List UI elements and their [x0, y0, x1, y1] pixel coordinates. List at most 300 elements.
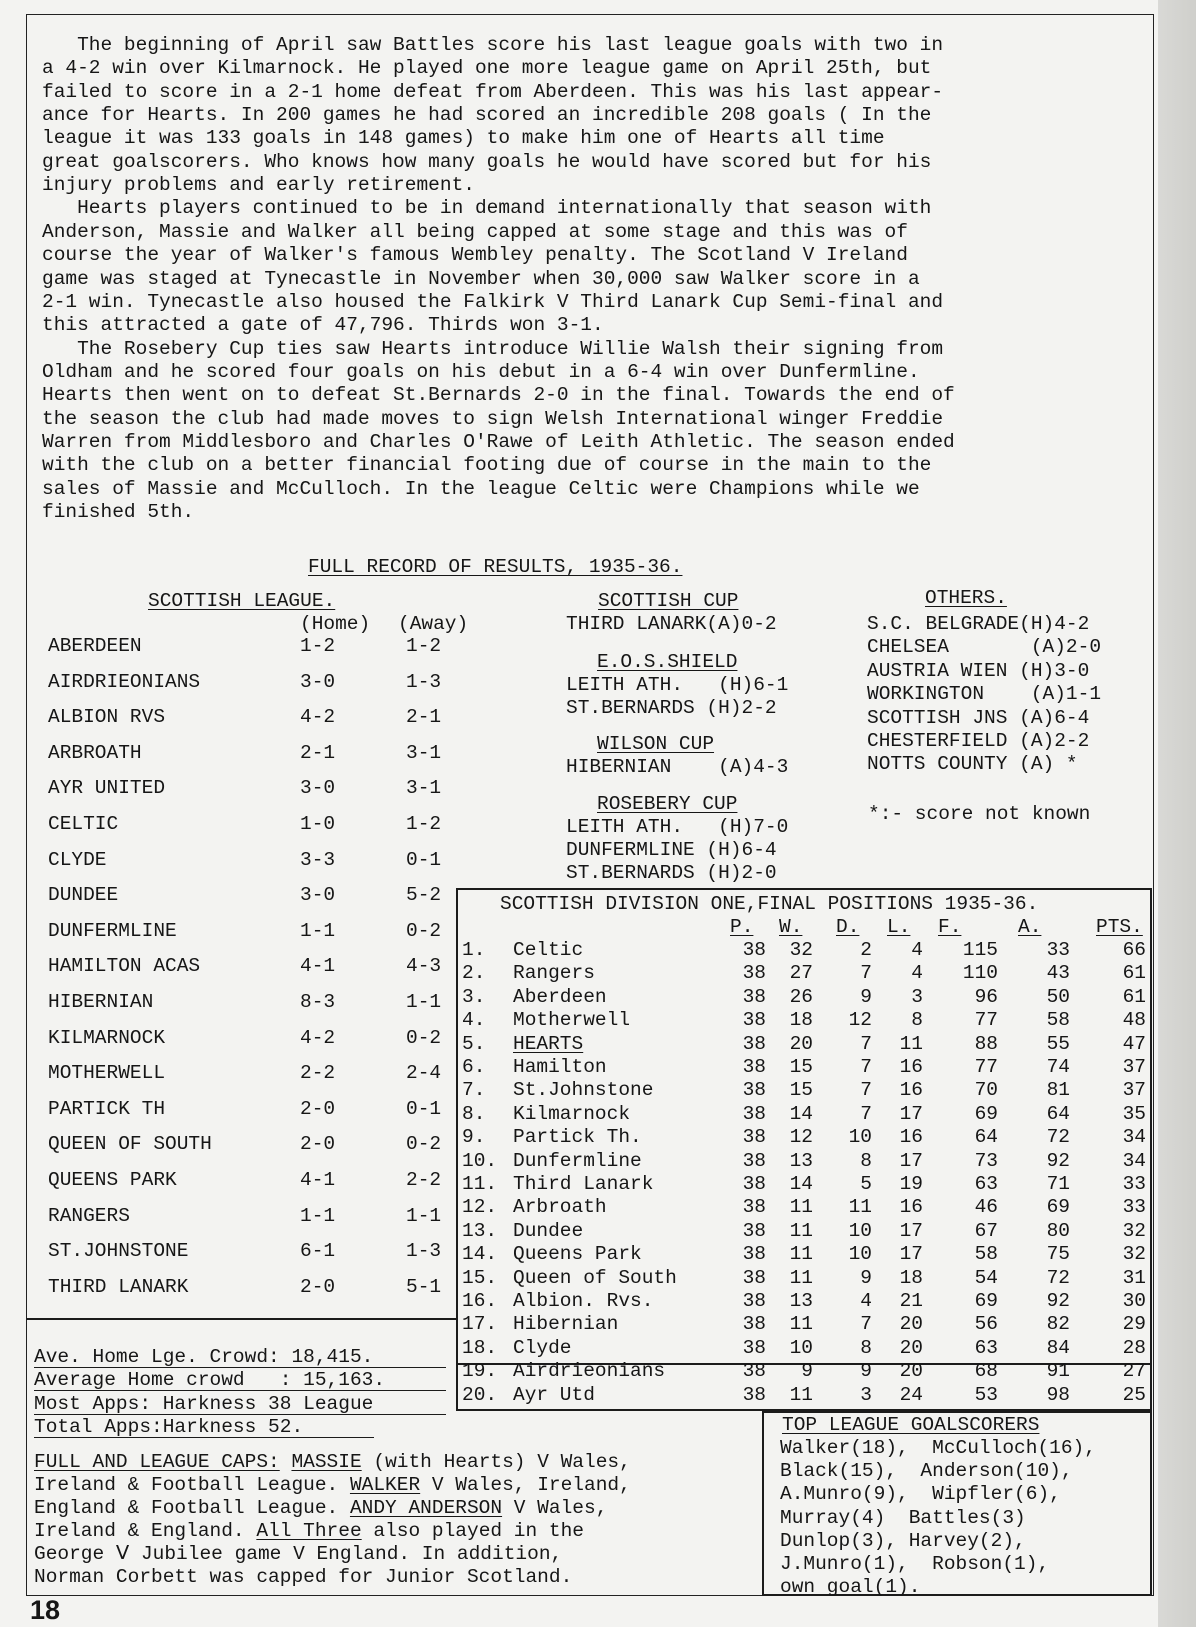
table-d: 7: [860, 1032, 872, 1055]
table-pts: 33: [1122, 1173, 1146, 1195]
league-away-score: 2-2: [406, 1169, 442, 1191]
cup-heading: WILSON CUP: [597, 733, 715, 755]
table-pts: 35: [1122, 1102, 1146, 1125]
scorer-line: A.Munro(9), Wipfler(6),: [780, 1483, 1061, 1506]
table-team: Hamilton: [513, 1056, 607, 1078]
table-p: 38: [742, 962, 766, 985]
stat-underline: [34, 1437, 374, 1438]
cup-result: LEITH ATH. (H)6-1: [566, 674, 789, 696]
table-w: 13: [789, 1290, 813, 1312]
league-away-score: 2-1: [406, 706, 442, 729]
league-away-score: 3-1: [406, 777, 442, 800]
page-edge: [1158, 0, 1196, 1627]
paragraph-line: with the club on a better financial footing due of course in the main to the: [42, 454, 932, 477]
league-home-score: 4-2: [300, 1026, 336, 1049]
cup-heading: SCOTTISH CUP: [598, 590, 739, 612]
table-pts: 30: [1122, 1290, 1146, 1312]
table-l: 4: [911, 962, 923, 985]
table-w: 26: [789, 985, 813, 1008]
table-d: 8: [860, 1336, 872, 1359]
table-position: 10.: [462, 1149, 498, 1172]
table-w: 14: [789, 1102, 813, 1125]
table-w: 15: [789, 1079, 813, 1102]
table-l: 19: [899, 1173, 923, 1195]
table-p: 38: [742, 1149, 766, 1172]
table-d: 12: [848, 1009, 872, 1032]
table-d: 9: [860, 985, 872, 1008]
table-pts: 61: [1122, 985, 1146, 1008]
table-team: St.Johnstone: [513, 1079, 654, 1102]
table-a: 50: [1046, 985, 1070, 1008]
table-team: Queens Park: [513, 1243, 642, 1266]
table-d: 7: [860, 1056, 872, 1078]
other-result: AUSTRIA WIEN (H)3-0: [867, 659, 1090, 682]
table-header: D.: [836, 916, 860, 938]
league-away-score: 0-2: [406, 919, 442, 942]
league-team: ABERDEEN: [48, 635, 142, 657]
record-title: FULL RECORD OF RESULTS, 1935-36.: [308, 556, 683, 578]
table-position: 16.: [462, 1290, 498, 1312]
table-w: 13: [789, 1149, 813, 1172]
stat-line: Average Home crowd : 15,163.: [34, 1369, 386, 1392]
table-f: 70: [974, 1079, 998, 1102]
table-position: 1.: [462, 939, 486, 961]
table-position: 18.: [462, 1336, 498, 1359]
caps-line-4: Ireland & England. All Three also played in the: [34, 1520, 585, 1542]
table-l: 21: [899, 1290, 923, 1312]
table-pts: 66: [1122, 939, 1146, 961]
table-w: 14: [789, 1173, 813, 1195]
other-result: SCOTTISH JNS (A)6-4: [867, 706, 1090, 729]
league-home-score: 3-0: [300, 884, 336, 907]
table-p: 38: [742, 1336, 766, 1359]
league-home-score: 2-2: [300, 1062, 336, 1085]
table-w: 11: [789, 1219, 813, 1242]
table-w: 11: [789, 1243, 813, 1266]
table-a: 33: [1046, 939, 1070, 961]
table-position: 15.: [462, 1266, 498, 1289]
cup-result: ST.BERNARDS (H)2-2: [566, 697, 777, 719]
table-l: 20: [899, 1313, 923, 1336]
table-w: 20: [789, 1032, 813, 1055]
league-team: PARTICK TH: [48, 1097, 166, 1120]
table-w: 10: [789, 1336, 813, 1359]
table-header: W.: [779, 916, 803, 938]
table-d: 10: [848, 1219, 872, 1242]
table-pts: 47: [1122, 1032, 1146, 1055]
paragraph-line: Hearts players continued to be in demand internationally that season with: [42, 197, 932, 220]
others-note: *:- score not known: [868, 803, 1091, 825]
table-p: 38: [742, 939, 766, 961]
paragraph-line: injury problems and early retirement.: [42, 174, 475, 197]
table-d: 7: [860, 1079, 872, 1102]
league-home-score: 4-1: [300, 955, 336, 978]
league-team: KILMARNOCK: [48, 1026, 166, 1049]
table-f: 63: [974, 1336, 998, 1359]
away-label: (Away): [398, 613, 469, 635]
league-away-score: 1-1: [406, 991, 442, 1013]
table-pts: 37: [1122, 1056, 1146, 1078]
table-w: 11: [789, 1266, 813, 1289]
table-position: 17.: [462, 1313, 498, 1336]
league-away-score: 4-3: [406, 955, 442, 978]
table-f: 69: [974, 1290, 998, 1312]
paragraph-line: Oldham and he scored four goals on his debut in a 6-4 win over Dunfermline.: [42, 360, 920, 383]
table-l: 3: [911, 985, 923, 1008]
table-pts: 34: [1122, 1126, 1146, 1149]
caps-line-6: Norman Corbett was capped for Junior Scotland.: [34, 1566, 573, 1588]
table-a: 69: [1046, 1196, 1070, 1219]
scorers-heading: TOP LEAGUE GOALSCORERS: [782, 1414, 1040, 1436]
cup-result: HIBERNIAN (A)4-3: [566, 756, 789, 778]
table-position: 9.: [462, 1126, 486, 1149]
league-away-score: 0-1: [406, 1097, 442, 1120]
table-d: 9: [860, 1360, 872, 1383]
paragraph-line: Hearts then went on to defeat St.Bernards 2-0 in the final. Towards the end of: [42, 384, 955, 407]
table-team: Queen of South: [513, 1266, 677, 1289]
table-pts: 28: [1122, 1336, 1146, 1359]
table-a: 72: [1046, 1126, 1070, 1149]
table-p: 38: [742, 985, 766, 1008]
table-d: 7: [860, 1102, 872, 1125]
stat-underline: [34, 1367, 446, 1368]
table-team: Ayr Utd: [513, 1383, 595, 1406]
league-away-score: 1-2: [406, 635, 442, 657]
table-position: 7.: [462, 1079, 486, 1102]
table-header: L.: [887, 916, 911, 938]
caps-line-3: England & Football League. ANDY ANDERSON V Wales,: [34, 1497, 608, 1519]
table-pts: 61: [1122, 962, 1146, 985]
table-l: 16: [899, 1079, 923, 1102]
table-header: F.: [938, 916, 962, 938]
league-away-score: 1-3: [406, 670, 442, 693]
league-team: CLYDE: [48, 848, 107, 871]
table-team: Kilmarnock: [513, 1102, 631, 1125]
table-l: 8: [911, 1009, 923, 1032]
league-team: DUNFERMLINE: [48, 919, 177, 942]
table-a: 58: [1046, 1009, 1070, 1032]
table-a: 43: [1046, 962, 1070, 985]
table-pts: 27: [1122, 1360, 1146, 1383]
table-a: 80: [1046, 1219, 1070, 1242]
table-l: 24: [899, 1383, 923, 1406]
table-header: A.: [1018, 916, 1042, 938]
table-a: 91: [1046, 1360, 1070, 1383]
table-position: 11.: [462, 1173, 498, 1195]
table-position: 5.: [462, 1032, 486, 1055]
table-a: 75: [1046, 1243, 1070, 1266]
table-w: 9: [801, 1360, 813, 1383]
table-p: 38: [742, 1266, 766, 1289]
caps-line-1: FULL AND LEAGUE CAPS: MASSIE (with Hearts) V Wales,: [34, 1451, 631, 1473]
stat-underline: [34, 1390, 446, 1391]
paragraph-line: league it was 133 goals in 148 games) to make him one of Hearts all time: [42, 127, 885, 150]
table-pts: 31: [1122, 1266, 1146, 1289]
caps-line-5: George Ⅴ Jubilee game V England. In addition,: [34, 1543, 563, 1565]
paragraph-line: course the year of Walker's famous Wembley penalty. The Scotland V Ireland: [42, 244, 908, 267]
table-team: Aberdeen: [513, 985, 607, 1008]
league-team: HAMILTON ACAS: [48, 955, 201, 978]
table-w: 12: [789, 1126, 813, 1149]
table-w: 32: [789, 939, 813, 961]
league-away-score: 1-1: [406, 1204, 442, 1227]
table-p: 38: [742, 1290, 766, 1312]
table-a: 72: [1046, 1266, 1070, 1289]
table-l: 17: [899, 1243, 923, 1266]
paragraph-line: Anderson, Massie and Walker all being capped at some stage and this was of: [42, 220, 908, 243]
other-result: CHELSEA (A)2-0: [867, 636, 1102, 659]
scorer-line: Dunlop(3), Harvey(2),: [780, 1529, 1026, 1552]
table-l: 17: [899, 1149, 923, 1172]
table-position: 19.: [462, 1360, 498, 1383]
stat-line: Most Apps: Harkness 38 League: [34, 1392, 374, 1415]
table-a: 74: [1046, 1056, 1070, 1078]
table-pts: 34: [1122, 1149, 1146, 1172]
table-l: 16: [899, 1126, 923, 1149]
table-d: 7: [860, 962, 872, 985]
league-away-score: 0-1: [406, 848, 442, 871]
table-a: 84: [1046, 1336, 1070, 1359]
table-a: 98: [1046, 1383, 1070, 1406]
paragraph-line: sales of Massie and McCulloch. In the league Celtic were Champions while we: [42, 477, 920, 500]
table-l: 16: [899, 1056, 923, 1078]
table-f: 73: [974, 1149, 998, 1172]
table-f: 64: [974, 1126, 998, 1149]
table-pts: 37: [1122, 1079, 1146, 1102]
table-team: Dunfermline: [513, 1149, 642, 1172]
league-home-score: 2-0: [300, 1133, 336, 1156]
league-home-score: 1-1: [300, 1204, 336, 1227]
league-team: THIRD LANARK: [48, 1275, 189, 1298]
table-f: 54: [974, 1266, 998, 1289]
table-f: 77: [974, 1056, 998, 1078]
table-l: 4: [911, 939, 923, 961]
table-team: HEARTS: [513, 1032, 584, 1055]
league-team: AYR UNITED: [48, 777, 166, 800]
table-p: 38: [742, 1079, 766, 1102]
table-team: Partick Th.: [513, 1126, 642, 1149]
table-a: 92: [1046, 1149, 1070, 1172]
table-team: Airdrieonians: [513, 1360, 666, 1383]
table-d: 5: [860, 1173, 872, 1195]
paragraph-line: The Rosebery Cup ties saw Hearts introduce Willie Walsh their signing from: [42, 337, 944, 360]
table-position: 3.: [462, 985, 486, 1008]
scorer-line: Walker(18), McCulloch(16),: [780, 1437, 1096, 1459]
stats-divider: [26, 1318, 457, 1320]
cup-result: THIRD LANARK(A)0-2: [566, 613, 777, 635]
league-away-score: 0-2: [406, 1026, 442, 1049]
table-pts: 25: [1122, 1383, 1146, 1406]
paragraph-line: this attracted a gate of 47,796. Thirds won 3-1.: [42, 314, 604, 337]
table-header: PTS.: [1096, 916, 1143, 938]
table-position: 14.: [462, 1243, 498, 1266]
table-w: 11: [789, 1313, 813, 1336]
table-a: 92: [1046, 1290, 1070, 1312]
table-l: 17: [899, 1219, 923, 1242]
table-d: 11: [848, 1196, 872, 1219]
table-p: 38: [742, 1032, 766, 1055]
league-home-score: 2-0: [300, 1097, 336, 1120]
table-w: 18: [789, 1009, 813, 1032]
scorer-line: Murray(4) Battles(3): [780, 1506, 1026, 1529]
league-team: AIRDRIEONIANS: [48, 670, 201, 693]
league-home-score: 6-1: [300, 1240, 336, 1263]
paragraph-line: the season the club had made moves to sign Welsh International winger Freddie: [42, 407, 944, 430]
table-position: 6.: [462, 1056, 486, 1078]
league-away-score: 3-1: [406, 741, 442, 764]
league-team: ST.JOHNSTONE: [48, 1240, 189, 1263]
table-team: Clyde: [513, 1336, 572, 1359]
table-p: 38: [742, 1219, 766, 1242]
table-team: Motherwell: [513, 1009, 631, 1032]
league-away-score: 5-2: [406, 884, 442, 907]
league-away-score: 0-2: [406, 1133, 442, 1156]
page-number: 18: [30, 1595, 61, 1625]
league-team: ALBION RVS: [48, 706, 166, 729]
table-p: 38: [742, 1196, 766, 1219]
league-home-score: 2-0: [300, 1275, 336, 1298]
table-header: P.: [730, 916, 754, 938]
table-team: Celtic: [513, 939, 584, 961]
table-w: 27: [789, 962, 813, 985]
table-f: 58: [974, 1243, 998, 1266]
table-d: 4: [860, 1290, 872, 1312]
cup-heading: E.O.S.SHIELD: [597, 651, 738, 673]
table-l: 11: [899, 1032, 923, 1055]
paragraph-line: 2-1 win. Tynecastle also housed the Falkirk V Third Lanark Cup Semi-final and: [42, 290, 944, 313]
other-result: WORKINGTON (A)1-1: [867, 683, 1102, 706]
league-heading: SCOTTISH LEAGUE.: [148, 590, 336, 612]
table-d: 7: [860, 1313, 872, 1336]
others-heading: OTHERS.: [925, 587, 1007, 609]
home-label: (Home): [300, 613, 371, 635]
league-home-score: 3-3: [300, 848, 336, 871]
table-d: 10: [848, 1126, 872, 1149]
league-team: CELTIC: [48, 813, 119, 835]
league-team: HIBERNIAN: [48, 991, 154, 1013]
table-position: 8.: [462, 1102, 486, 1125]
league-away-score: 1-3: [406, 1240, 442, 1263]
table-p: 38: [742, 1056, 766, 1078]
table-f: 67: [974, 1219, 998, 1242]
stat-line: Ave. Home Lge. Crowd: 18,415.: [34, 1346, 374, 1368]
league-home-score: 4-2: [300, 706, 336, 729]
table-a: 71: [1046, 1173, 1070, 1195]
table-d: 8: [860, 1149, 872, 1172]
paragraph-line: game was staged at Tynecastle in November when 30,000 saw Walker score in a: [42, 267, 920, 290]
table-title: SCOTTISH DIVISION ONE,FINAL POSITIONS 1935-36.: [500, 893, 1039, 915]
table-f: 53: [974, 1383, 998, 1406]
table-pts: 33: [1122, 1196, 1146, 1219]
table-team: Dundee: [513, 1219, 584, 1242]
table-a: 64: [1046, 1102, 1070, 1125]
table-l: 16: [899, 1196, 923, 1219]
league-home-score: 4-1: [300, 1169, 336, 1191]
league-home-score: 1-1: [300, 919, 336, 942]
league-team: MOTHERWELL: [48, 1062, 166, 1085]
league-team: QUEEN OF SOUTH: [48, 1133, 212, 1156]
paragraph-line: Warren from Middlesboro and Charles O'Rawe of Leith Athletic. The season ended: [42, 430, 955, 453]
league-away-score: 5-1: [406, 1275, 442, 1298]
table-l: 18: [899, 1266, 923, 1289]
table-p: 38: [742, 1173, 766, 1195]
table-a: 81: [1046, 1079, 1070, 1102]
league-home-score: 1-2: [300, 635, 336, 657]
league-away-score: 2-4: [406, 1062, 442, 1085]
table-p: 38: [742, 1126, 766, 1149]
table-f: 68: [974, 1360, 998, 1383]
table-d: 2: [860, 939, 872, 961]
cup-result: DUNFERMLINE (H)6-4: [566, 839, 777, 861]
cup-result: LEITH ATH. (H)7-0: [566, 816, 789, 838]
table-team: Arbroath: [513, 1196, 607, 1219]
paragraph-line: great goalscorers. Who knows how many goals he would have scored but for his: [42, 150, 932, 173]
table-position: 20.: [462, 1383, 498, 1406]
other-result: CHESTERFIELD (A)2-2: [867, 730, 1090, 752]
table-team: Rangers: [513, 962, 595, 985]
table-position: 2.: [462, 962, 486, 985]
league-home-score: 8-3: [300, 991, 336, 1013]
table-position: 13.: [462, 1219, 498, 1242]
table-p: 38: [742, 1243, 766, 1266]
table-f: 96: [974, 985, 998, 1008]
table-d: 10: [848, 1243, 872, 1266]
league-away-score: 1-2: [406, 813, 442, 835]
table-a: 82: [1046, 1313, 1070, 1336]
cup-result: ST.BERNARDS (H)2-0: [566, 862, 777, 884]
table-p: 38: [742, 1009, 766, 1032]
caps-line-2: Ireland & Football League. WALKER V Wales, Ireland,: [34, 1474, 631, 1496]
table-d: 9: [860, 1266, 872, 1289]
table-l: 20: [899, 1360, 923, 1383]
table-f: 110: [962, 962, 998, 985]
paragraph-line: ance for Hearts. In 200 games he had scored an incredible 208 goals ( In the: [42, 104, 932, 127]
paragraph-line: The beginning of April saw Battles score his last league goals with two in: [42, 34, 944, 56]
table-a: 55: [1046, 1032, 1070, 1055]
table-f: 63: [974, 1173, 998, 1195]
table-team: Hibernian: [513, 1313, 619, 1336]
table-f: 69: [974, 1102, 998, 1125]
scorer-line: J.Munro(1), Robson(1),: [780, 1553, 1050, 1575]
other-result: S.C. BELGRADE(H)4-2: [867, 613, 1090, 635]
table-f: 115: [962, 939, 998, 961]
table-w: 11: [789, 1383, 813, 1406]
league-team: RANGERS: [48, 1204, 130, 1227]
table-f: 46: [974, 1196, 998, 1219]
table-p: 38: [742, 1102, 766, 1125]
table-f: 88: [974, 1032, 998, 1055]
stat-line: Total Apps:Harkness 52.: [34, 1416, 304, 1439]
table-f: 77: [974, 1009, 998, 1032]
table-team: Albion. Rvs.: [513, 1290, 654, 1312]
table-p: 38: [742, 1360, 766, 1383]
league-home-score: 1-0: [300, 813, 336, 835]
table-p: 38: [742, 1313, 766, 1336]
table-pts: 29: [1122, 1313, 1146, 1336]
paragraph-line: failed to score in a 2-1 home defeat from Aberdeen. This was his last appear-: [42, 80, 944, 103]
table-d: 3: [860, 1383, 872, 1406]
paragraph-line: a 4-2 win over Kilmarnock. He played one more league game on April 25th, but: [42, 57, 932, 80]
league-home-score: 2-1: [300, 741, 336, 764]
stat-underline: [34, 1414, 446, 1415]
table-pts: 48: [1122, 1009, 1146, 1032]
table-p: 38: [742, 1383, 766, 1406]
table-pts: 32: [1122, 1243, 1146, 1266]
table-w: 11: [789, 1196, 813, 1219]
league-team: QUEENS PARK: [48, 1169, 177, 1191]
table-f: 56: [974, 1313, 998, 1336]
table-pts: 32: [1122, 1219, 1146, 1242]
